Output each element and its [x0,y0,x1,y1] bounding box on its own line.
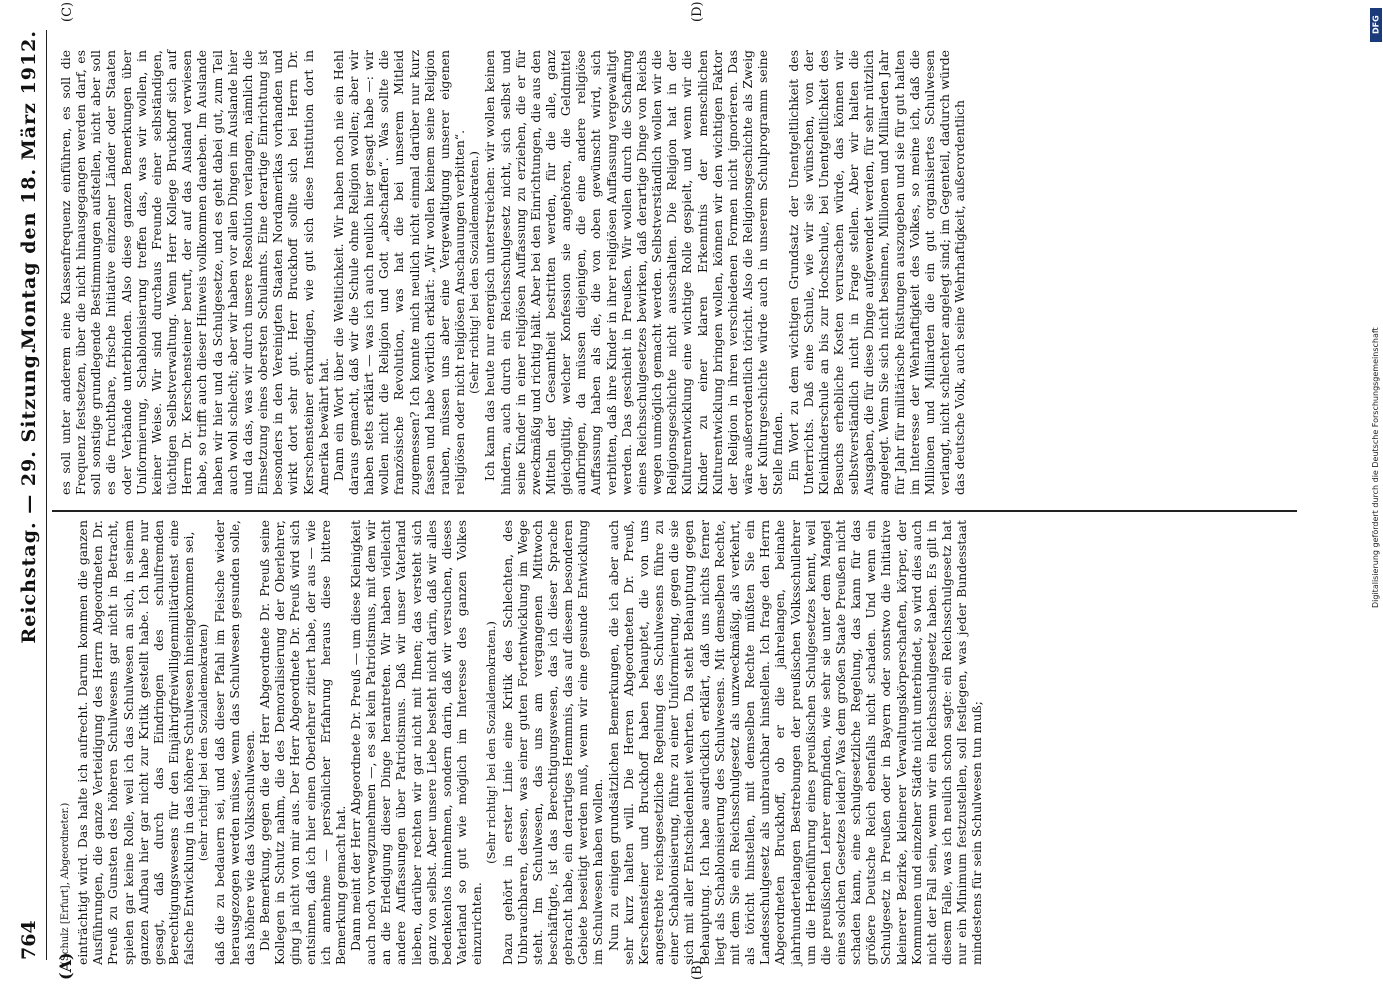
session-title: Reichstag. — 29. Sitzung. [18,346,40,644]
paragraph: Die Bemerkung, gegen die der Herr Abgeordnete Dr. Preuß seine Kollegen in Schutz nahm, die des Demoralisierung der Oberlehrer, ging ja nicht von mir aus. Der Herr Abgeordnete Dr. Preuß wird sich entsinnen, daß ich hier einen Oberlehrer zitiert habe, der aus — wie ich annehme — persönlicher Erfahrung heraus diese bittere Bemerkung gemacht hat. [257,520,348,965]
interjection: (Sehr richtig! bei den Sozialdemokraten.) [467,151,482,394]
interjection: (sehr richtig! bei den Sozialdemokraten) [196,623,211,862]
paragraph: Dann meint der Herr Abgeordnete Dr. Preuß — um diese Kleinigkeit auch noch vorwegzunehmen —, es sei kein Patriotismus, mit dem wir an die Erledigung dieser Dinge herantreten. Wir haben vielleicht andere Auffassungen über Patriotismus. Daß wir unser Vaterland lieben, darüber rechten wir gar nicht mit Ihnen; das versteht sich ganz von selbst. Aber unsere Liebe besteht nicht darin, daß wir alles bedenkenlos hinnehmen, sondern darin, daß wir versuchen, dieses Vaterland so gut wie möglich im Interesse des ganzen Volkes einzurichten. [347,520,485,965]
interjection: (Sehr richtig! bei den Sozialdemokraten.) [484,621,499,864]
paragraph: Ich kann das heute nur energisch unterstreichen: wir wollen keinen hindern, auch durch ein Reichsschulgesetz nicht, sich selbst und seine Kinder in einer religiösen Auffassung zu erziehen, die er für zweckmäßig und richtig hält. Aber bei den Einrichtungen, die aus den Mitteln der Gesamtheit bestritten werden, für die alle, ganz gleichgültig, welcher Konfession sie angehören, die Geldmittel aufbringen, da müssen diejenigen, die eine andere religiöse Auffassung haben als die, die von oben gewünscht wird, sich verbitten, daß ihre Kinder in ihrer religiösen Auffassung vergewaltigt werden. Das geschieht in Preußen. Wir wollen durch die Schaffung eines Reichsschulgesetzes bewirken, daß derartige Dinge von Reichs wegen unmöglich gemacht werden. Selbstverständlich wollen wir die Religionsgeschichte nicht ausschalten. Die Religion hat in der Kulturentwicklung eine wichtige Rolle gespielt, und wenn wir die Kinder zu einer klaren Erkenntnis der menschlichen Kulturentwicklung bringen wollen, können wir den wichtigen Faktor der Religion in ihren verschiedenen Formen nicht ignorieren. Das wäre außerordentlich töricht. Also die Religionsgeschichte als Zweig der Kulturgeschichte würde auch in unserem Schulprogramm seine Stelle finden. [482,50,786,495]
margin-marker-b: (B) [690,960,705,980]
page-number: 764 [18,920,40,960]
paragraph: Dann ein Wort über die Weltlichkeit. Wir haben noch nie ein Hehl daraus gemacht, daß wir die Schule ohne Religion wollen; aber wir haben stets erklärt — was ich auch neulich hier gesagt habe —: wir wollen nicht die Religion und Gott „abschaffen“. Was sollte die französische Revolution, was hat die bei unserem Mitleid zugemessen? Ich konnte mich neulich nicht einmal darüber nur kurz fassen und habe wörtlich erklärt: „Wir wollen keinem seine Religion rauben, müssen uns aber eine Vergewaltigung unserer eigenen religiösen oder nicht religiösen Anschauungen verbitten“. [330,50,468,495]
right-column [58,50,967,495]
digitization-note: Digitalisierung gefördert durch die Deutsche Forschungsgemeinschaft [1371,327,1380,608]
margin-marker-c: (C) [60,1,75,22]
left-column [58,520,985,965]
margin-marker-d: (D) [690,1,705,22]
paragraph: Ein Wort zu dem wichtigen Grundsatz der Unentgeltlichkeit des Unterrichts. Daß eine Schule, wie wir sie wünschen, von der Kleinkinderschule an bis zur Hochschule, bei Unentgeltlichkeit des Besuchs erhebliche Kosten verursachen würde, das können wir selbstverständlich nicht in Frage stellen. Aber wir halten die Ausgaben, die für diese Dinge aufgewendet werden, für sehr nützlich angelegt. Wenn Sie sich nicht besinnen, Millionen und Milliarden Jahr für Jahr für militärische Rüstungen auszugeben und sie für gut halten im Interesse der Wehrhaftigkeit des Volkes, so meine ich, daß die Millionen und Milliarden die ein gut organisiertes Schulwesen verlangt, nicht schlechter angelegt sind; im Gegenteil, dadurch würde das deutsche Volk, auch seine Wehrhaftigkeit, außerordentlich [785,50,968,495]
paragraph: daß die zu bedauern sei, und daß dieser Pfahl im Fleische wieder herausgezogen werden müsse, wenn das Schulwesen gesunden solle, das höhere wie das Volksschulwesen. [211,520,257,965]
paragraph: es soll unter anderem eine Klassenfrequenz einführen, es soll die Frequenz festsetzen, über die nicht hinausgegangen werden darf, es soll sonstige grundlegende Bestimmungen aufstellen, nicht aber soll es die fruchtbare, frische Initiative einzelner Länder oder Staaten oder Verbände unterbinden. Also diese ganzen Bemerkungen über Uniformierung, Schablonisierung treffen das, was wir wollen, in keiner Weise. Wir sind durchaus Freunde einer selbständigen, tüchtigen Selbstverwaltung. Wenn Herr Kollege Bruckhoff sich auf Herrn Dr. Kerschensteiner beruft, der auf das Ausland verwiesen habe, so trifft auch dieser Hinweis vollkommen daneben. Im Auslande haben wir hier und da Schulgesetze, und es geht dabei gut, zum Teil auch wohl schlecht; aber wir haben vor allen Dingen im Auslande hier und da das, was wir durch unsere Resolution verlangen, nämlich die Einsetzung eines obersten Schulamts. Eine derartige Einrichtung ist besonders in den Vereinigten Staaten Nordamerikas vorhanden und wirkt dort sehr gut. Herr Bruckhoff sollte sich bei Herrn Dr. Kerschensteiner erkundigen, wie gut sich diese Institution dort in Amerika bewährt hat. [58,50,331,495]
column-divider [52,510,1297,512]
paragraph: einträchtigt wird. Das halte ich aufrecht. Darum kommen die ganzen Ausführungen, die ganze Verteidigung des Herrn Abgeordneten Dr. Preuß zu Gunsten des höheren Schulwesens gar nicht in Betracht, spielen gar keine Rolle, weil ich das Schulwesen an sich, in seinem ganzen Aufbau hier gar nicht zur Kritik gestellt habe. Ich habe nur gesagt, daß durch das Eindringen des schulfremden Berechtigungswesens für den Einjährigfreiwilligenmilitärdienst eine falsche Entwicklung in das höhere Schulwesen hineingekommen sei, [75,520,197,965]
speaker-note: (Schulz [Erfurt], Abgeordneter.) [60,802,71,965]
paragraph: Dazu gehört in erster Linie eine Kritik des Schlechten, des Unbrauchbaren, dessen, was einer guten Fortentwicklung im Wege steht. Im Schulwesen, das uns am vergangenen Mittwoch beschäftigte, ist das Berechtigungswesen, das ich dieser Sprache gebracht habe, ein derartiges Hemmnis, das auf diesem besonderen Gebiete beseitigt werden muß, wenn wir eine gesunde Entwicklung im Schulwesen haben wollen. [499,520,606,965]
margin-marker-a: (A) [56,952,75,980]
paragraph: Nun zu einigen grundsätzlichen Bemerkungen, die ich aber auch sehr kurz halten will. Die Herren Abgeordneten Dr. Preuß, Kerschensteiner und Bruckhoff haben behauptet, die von uns angestrebte reichsgesetzliche Regelung des Schulwesens führe zu einer Schablonisierung, führe zu einer Uniformierung, gegen die sie sich mit aller Entschiedenheit wehrten. Da steht Behauptung gegen Behauptung. Ich habe ausdrücklich erklärt, daß uns nichts ferner liegt als Schablonisierung des Schulwesens. Mit demselben Rechte, mit dem Sie ein Reichsschulgesetz als unzweckmäßig, als verkehrt, als töricht hinstellen, mit demselben Rechte müßten Sie ein Landesschulgesetz als unbrauchbar hinstellen. Ich frage den Herrn Abgeordneten Bruckhoff, ob er die jahrelangen, beinahe jahrhundertelangen Bestrebungen der preußischen Volksschullehrer um die Herbeiführung eines preußischen Schulgesetzes kennt, weil die preußischen Lehrer empfinden, wie sehr sie unter dem Mangel eines solchen Gesetzes leiden? Was dem großen Staate Preußen nicht schaden kann, eine schulgesetzliche Regelung, das kann für das größere Deutsche Reich ebenfalls nicht schaden. Und wenn ein Schulgesetz in Preußen oder in Bayern oder sonstwo die Initiative kleinerer Bezirke, kleinerer Verwaltungskörperschaften, körper, der Kommunen und einzelner Städte nicht unterbindet, so wird dies auch nicht der Fall sein, wenn wir ein Reichsschulgesetz haben. Es gilt in diesem Falle, was ich neulich schon sagte: ein Reichsschulgesetz hat nur ein Minimum festzustellen, soll festlegen, was jeder Bundesstaat mindestens für sein Schulwesen tun muß; [605,520,985,965]
dfg-logo: DFG [1370,8,1382,42]
session-date: Montag den 18. März 1912. [18,30,40,350]
page-header [14,30,47,960]
